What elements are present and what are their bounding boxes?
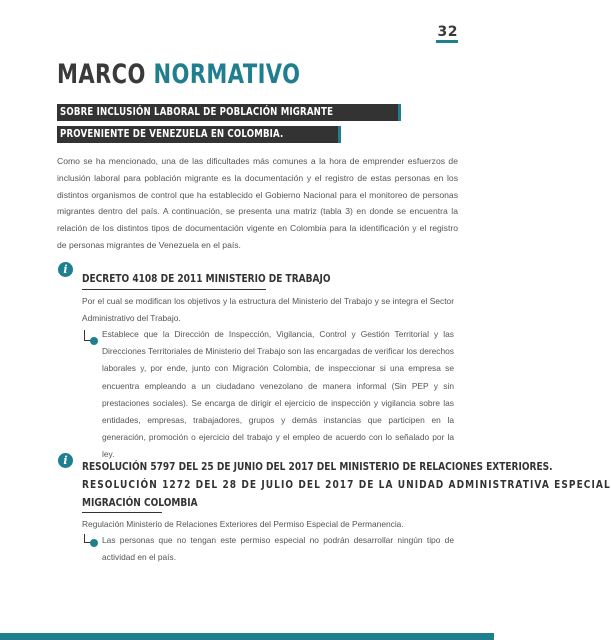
- page-number: 32: [437, 24, 458, 40]
- intro-paragraph: Como se ha mencionado, una de las dificultades más comunes a la hora de emprender esfuerzos de inclusión laboral para población migrante es la documentación y el registro de estas personas en los distintos organismos de control que ha establecido el Gobierno Nacional para el monitoreo de personas migrantes dentro del país. A continuación, se presenta una matriz (tabla 3) en donde se encuentra la relación de los distintos tipos de documentación vigente en Colombia para la identificación y el registro de personas migrantes de Venezuela en el país.: [57, 156, 458, 250]
- section-2-heading-rule: [82, 512, 162, 513]
- footer-bar: [0, 633, 494, 640]
- title-part-2: NORMATIVO: [153, 59, 301, 90]
- section-1-detail: Establece que la Dirección de Inspección, Vigilancia, Control y Gestión Territorial y las Direcciones Territoriales de Ministerio del Trabajo son las encargadas de verificar los derechos laborales y, por ende, junto con Migración Colombia, de inspeccionar si una empresa se encuentra empleando a un ciudadano venezolano de manera informal (Sin PEP y sin prestaciones sociales). Se encarga de dirigir el ejercicio de inspección y vigilancia sobre las entidades, empresas, trabajadores, grupos y demás instancias que participen en la generación, promoción o ejercicio del trabajo y el empleo de acuerdo con lo señalado por la ley.: [102, 329, 454, 460]
- section-2-heading-line-1: RESOLUCIÓN 5797 DEL 25 DE JUNIO DEL 2017 DEL MINISTERIO DE RELACIONES EXTERIORES.: [82, 460, 553, 473]
- page-number-underline: [436, 40, 458, 43]
- subtitle-line-2: PROVENIENTE DE VENEZUELA EN COLOMBIA.: [57, 126, 341, 143]
- section-2-detail: Las personas que no tengan este permiso especial no podrán desarrollar ningún tipo de actividad en el país.: [102, 535, 454, 563]
- title-part-1: MARCO: [57, 59, 146, 90]
- bullet-dot: [90, 539, 98, 547]
- info-icon: i: [58, 262, 73, 277]
- section-2-heading-line-3: MIGRACIÓN COLOMBIA: [82, 496, 198, 509]
- section-1-heading-rule: [82, 289, 266, 290]
- section-2-description: Regulación Ministerio de Relaciones Exteriores del Permiso Especial de Permanencia.: [82, 519, 404, 529]
- section-1-description: Por el cual se modifican los objetivos y la estructura del Ministerio del Trabajo y se integra el Sector Administrativo del Trabajo.: [82, 296, 454, 323]
- info-icon: i: [58, 453, 73, 468]
- subtitle-block: [57, 102, 401, 146]
- section-2-heading-line-2: RESOLUCIÓN 1272 DEL 28 DE JULIO DEL 2017 DE LA UNIDAD ADMINISTRATIVA ESPECIAL: [82, 478, 611, 491]
- page-title: [57, 59, 300, 91]
- bullet-dot: [90, 337, 98, 345]
- subtitle-line-1: SOBRE INCLUSIÓN LABORAL DE POBLACIÓN MIGRANTE: [57, 104, 401, 121]
- section-1-heading: DECRETO 4108 DE 2011 MINISTERIO DE TRABAJO: [82, 272, 331, 285]
